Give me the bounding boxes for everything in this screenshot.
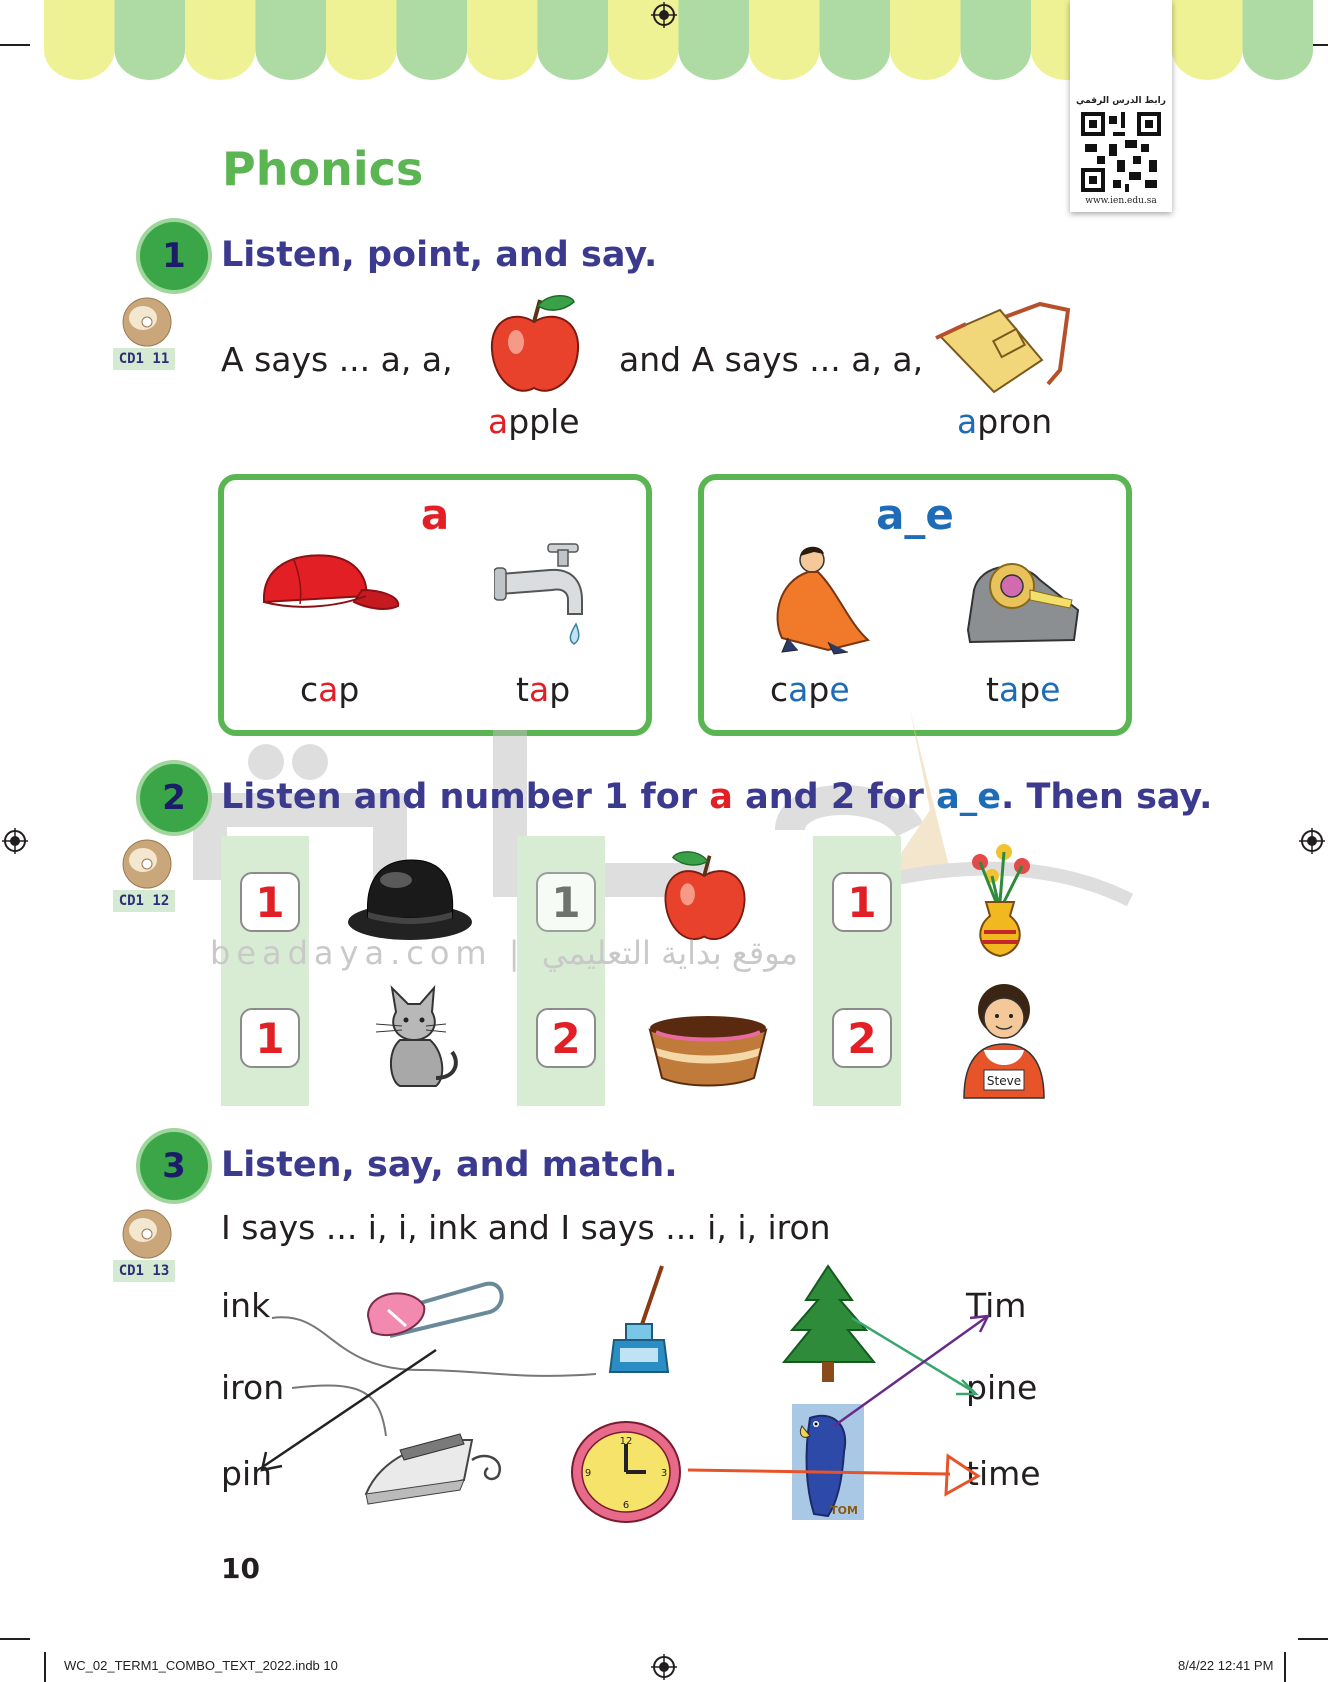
heading-2-part1: Listen and number 1 for [221,777,710,817]
word-cap-c: c [300,670,319,709]
word-tap-p: p [549,670,571,709]
answer-box-steve[interactable]: 2 [832,1008,892,1068]
crop-mark [0,44,30,46]
word-apron [957,402,1052,441]
qr-code-icon [1081,112,1161,192]
match-word-pin[interactable]: pin [221,1454,273,1493]
word-apple [488,402,580,441]
registration-mark-icon [2,828,28,854]
crop-mark [1284,1652,1286,1682]
exercise-number-3: 3 [140,1132,208,1200]
word-tap-a: a [528,670,550,709]
word-cape-p: p [808,670,830,709]
heading-2-a: a [709,777,733,817]
exercise-2-heading [221,777,1212,817]
match-word-time[interactable]: time [966,1454,1041,1493]
vase-flowers-icon [960,842,1040,962]
scallop [397,0,468,80]
heading-2-part2: and 2 for [732,777,937,817]
crop-mark [44,1652,46,1682]
scallop [44,0,115,80]
tom-label: TOM [830,1504,858,1517]
answer-box-vase[interactable]: 1 [832,872,892,932]
cd-track-button[interactable] [113,838,175,928]
scallop [890,0,961,80]
heading-2-part3: . Then say. [1000,777,1213,817]
word-tap-t: t [516,670,529,709]
tape-dispenser-icon [960,550,1086,650]
apple-icon [486,292,584,400]
cake-icon [646,1012,770,1090]
cd-icon [113,296,175,352]
scallop [961,0,1032,80]
word-tape-p: p [1019,670,1041,709]
phonics-line-right: and A says ... a, a, [619,340,924,379]
watermark-text: beadaya.com | موقع بداية التعليمي [210,934,798,972]
scallop [185,0,256,80]
scallop [256,0,327,80]
qr-code-card[interactable] [1070,0,1172,212]
match-word-pine[interactable]: pine [966,1368,1038,1407]
crop-mark [1298,1638,1328,1640]
scallop [538,0,609,80]
svg-text:9: 9 [584,1468,592,1479]
cd-track-label: CD1 13 [113,1260,175,1282]
word-cape-e: e [829,670,850,709]
steve-label: Steve [986,1074,1022,1088]
registration-mark-icon [651,2,677,28]
match-word-tim[interactable]: Tim [966,1286,1027,1325]
exercise-1-heading: Listen, point, and say. [221,235,658,275]
word-tape-e: e [1040,670,1061,709]
word-apple-rest: pple [508,402,580,441]
sound-box-a-e-label: a_e [876,490,954,539]
crop-mark [0,1638,30,1640]
word-cap-a: a [318,670,339,709]
cd-track-label: CD1 11 [113,348,175,370]
sound-box-a [218,474,652,736]
apron-icon [930,300,1072,400]
answer-box-cake[interactable]: 2 [536,1008,596,1068]
svg-text:6: 6 [622,1500,630,1511]
hat-icon [346,856,476,946]
word-apron-rest: pron [977,402,1053,441]
match-word-ink[interactable]: ink [221,1286,271,1325]
cd-icon [113,838,175,894]
footer-date: 8/4/22 12:41 PM [1178,1658,1274,1673]
answer-box-apple[interactable]: 1 [536,872,596,932]
answer-box-cat[interactable]: 1 [240,1008,300,1068]
match-word-iron[interactable]: iron [221,1368,285,1407]
svg-text:12: 12 [619,1436,633,1447]
scallop [749,0,820,80]
scallop [467,0,538,80]
word-cape-a: a [788,670,809,709]
scallop [115,0,186,80]
exercise-number-2: 2 [140,764,208,832]
word-apron-first-letter: a [957,402,978,441]
answer-box-hat[interactable]: 1 [240,872,300,932]
word-cap-p: p [338,670,360,709]
footer-file-info: WC_02_TERM1_COMBO_TEXT_2022.indb 10 [64,1658,338,1673]
registration-mark-icon [651,1654,677,1680]
scallop [1172,0,1243,80]
matching-lines [0,1240,1328,1520]
page-title: Phonics [222,142,424,196]
phonics-line-i: I says ... i, i, ink and I says ... i, i, iron [221,1208,831,1247]
sound-box-a-e [698,474,1132,736]
cape-boy-icon [768,542,878,662]
word-tape-a: a [998,670,1020,709]
phonics-line-left: A says ... a, a, [221,340,453,379]
qr-url: www.ien.edu.sa [1085,196,1157,206]
svg-text:3: 3 [660,1468,668,1479]
scallop [820,0,891,80]
page-number: 10 [221,1552,260,1585]
registration-mark-icon [1299,828,1325,854]
word-tape-t: t [986,670,999,709]
word-cape-c: c [770,670,789,709]
scallop [326,0,397,80]
cd-track-label: CD1 12 [113,890,175,912]
steve-boy-icon [954,980,1052,1100]
cd-track-button[interactable] [113,296,175,386]
qr-caption: رابط الدرس الرقمي [1076,96,1166,106]
exercise-3-heading: Listen, say, and match. [221,1145,678,1185]
exercise-number-1: 1 [140,222,208,290]
sound-box-a-label: a [420,490,450,539]
cap-icon [254,546,404,626]
cat-icon [356,982,466,1092]
apple-icon [660,848,750,948]
word-apple-first-letter: a [488,402,509,441]
scallop [679,0,750,80]
heading-2-ae: a_e [936,777,1001,817]
tap-icon [494,540,604,660]
scallop [1243,0,1314,80]
